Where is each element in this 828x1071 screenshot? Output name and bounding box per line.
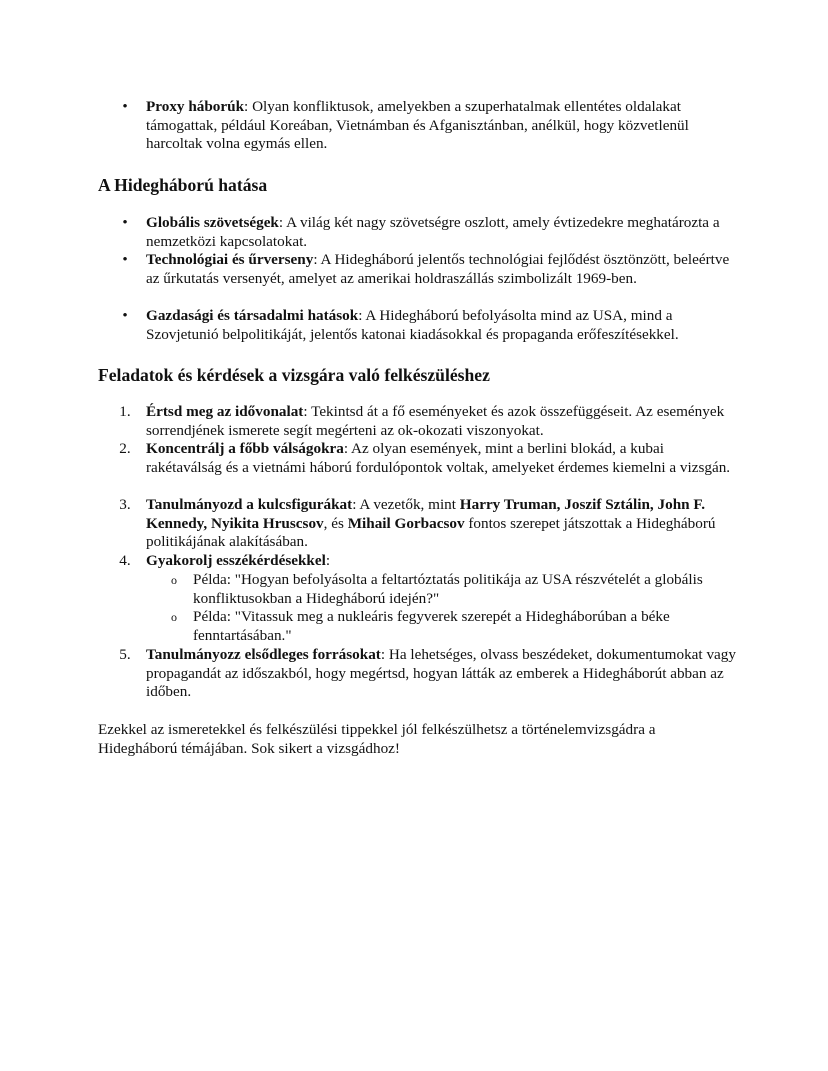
closing-paragraph: Ezekkel az ismeretekkel és felkészülési tippekkel jól felkészülhetsz a történelemvizsgádra a Hidegháború témájában. Sok sikert a vizsgádhoz! (98, 721, 656, 757)
list-number: 2. (119, 440, 131, 457)
item-text: : Az olyan események, mint a berlini blokád, a kubai rakétaválság és a vietnámi háború fordulópontok voltak, amelyeket érdemes kiemelni a vizsgán. (146, 440, 731, 476)
key-figure: Mihail Gorbacsov (347, 514, 465, 532)
bullet-text: : A Hidegháború befolyásolta mind az USA, mind a Szovjetunió belpolitikáját, jelentős katonai kiadásokkal és propaganda erőfeszítésekkel. (146, 307, 679, 343)
item-term: Értsd meg az idővonalat (146, 403, 304, 420)
bullet-marker: • (122, 98, 128, 115)
bullet-marker: • (122, 307, 128, 324)
bullet-marker: • (122, 251, 128, 268)
item-text: : A vezetők, mint (352, 496, 460, 513)
bullet-term: Gazdasági és társadalmi hatások (146, 307, 359, 324)
sub-list-item (171, 608, 738, 645)
item-term: Koncentrálj a főbb válságokra (146, 440, 344, 457)
list-item (122, 307, 736, 344)
list-item (122, 98, 736, 154)
section-heading: Feladatok és kérdések a vizsgára való felkészüléshez (98, 365, 490, 385)
list-item (119, 440, 736, 477)
list-number: 3. (119, 496, 131, 513)
list-number: 4. (119, 552, 131, 569)
key-figures: Harry Truman, Joszif Sztálin, John F. Kennedy, Nyikita Hruscsov (146, 496, 706, 532)
item-term: Tanulmányozd a kulcsfigurákat (146, 496, 353, 513)
item-text: : Tekintsd át a fő eseményeket és azok összefüggéseit. Az események sorrendjének ismerete segít megérteni az ok-okozati viszonyokat. (146, 403, 725, 439)
bullet-term: Proxy háborúk (146, 98, 245, 115)
bullet-marker: • (122, 214, 128, 231)
bullet-term: Globális szövetségek (146, 214, 279, 231)
section-heading: A Hidegháború hatása (98, 175, 268, 195)
list-number: 1. (119, 403, 131, 420)
item-text: fontos szerepet játszottak a Hidegháború politikájának alakításában. (146, 514, 716, 551)
item-text: : Ha lehetséges, olvass beszédeket, dokumentumokat vagy propagandát az időszakból, hogy megértsd, hogyan látták az emberek a Hidegháborút abban az időben. (146, 646, 736, 701)
item-text: : (325, 552, 331, 569)
list-item (122, 214, 736, 251)
item-term: Tanulmányozz elsődleges forrásokat (146, 646, 381, 663)
sub-item-text: Példa: "Hogyan befolyásolta a feltartóztatás politikája az USA részvételét a globális konfliktusokban a Hidegháború idején?" (193, 571, 703, 607)
sub-bullet-marker: o (171, 610, 177, 624)
sub-item-text: Példa: "Vitassuk meg a nukleáris fegyverek szerepét a Hidegháborúban a béke fenntartásában." (193, 608, 670, 644)
sub-bullet-marker: o (171, 573, 177, 587)
list-item (119, 646, 736, 702)
item-term: Gyakorolj esszékérdésekkel (146, 552, 326, 569)
bullet-text: : A világ két nagy szövetségre oszlott, amely évtizedekre meghatározta a nemzetközi kapcsolatokat. (146, 214, 720, 250)
list-item (122, 251, 736, 288)
bullet-term: Technológiai és űrverseny (146, 251, 314, 268)
list-item (119, 552, 736, 571)
bullet-text: : Olyan konfliktusok, amelyekben a szuperhatalmak ellentétes oldalakat támogattak, például Koreában, Vietnámban és Afganisztánban, anélkül, hogy közvetlenül harcoltak volna egymás ellen. (146, 98, 689, 153)
sub-list-item (171, 571, 738, 608)
list-number: 5. (119, 646, 131, 663)
list-item (119, 403, 736, 440)
bullet-text: : A Hidegháború jelentős technológiai fejlődést ösztönzött, beleértve az űrkutatás versenyét, amelyet az amerikai holdraszállás szimbolizált 1969-ben. (146, 251, 730, 287)
item-text: , és (323, 514, 348, 532)
list-item (119, 496, 736, 552)
